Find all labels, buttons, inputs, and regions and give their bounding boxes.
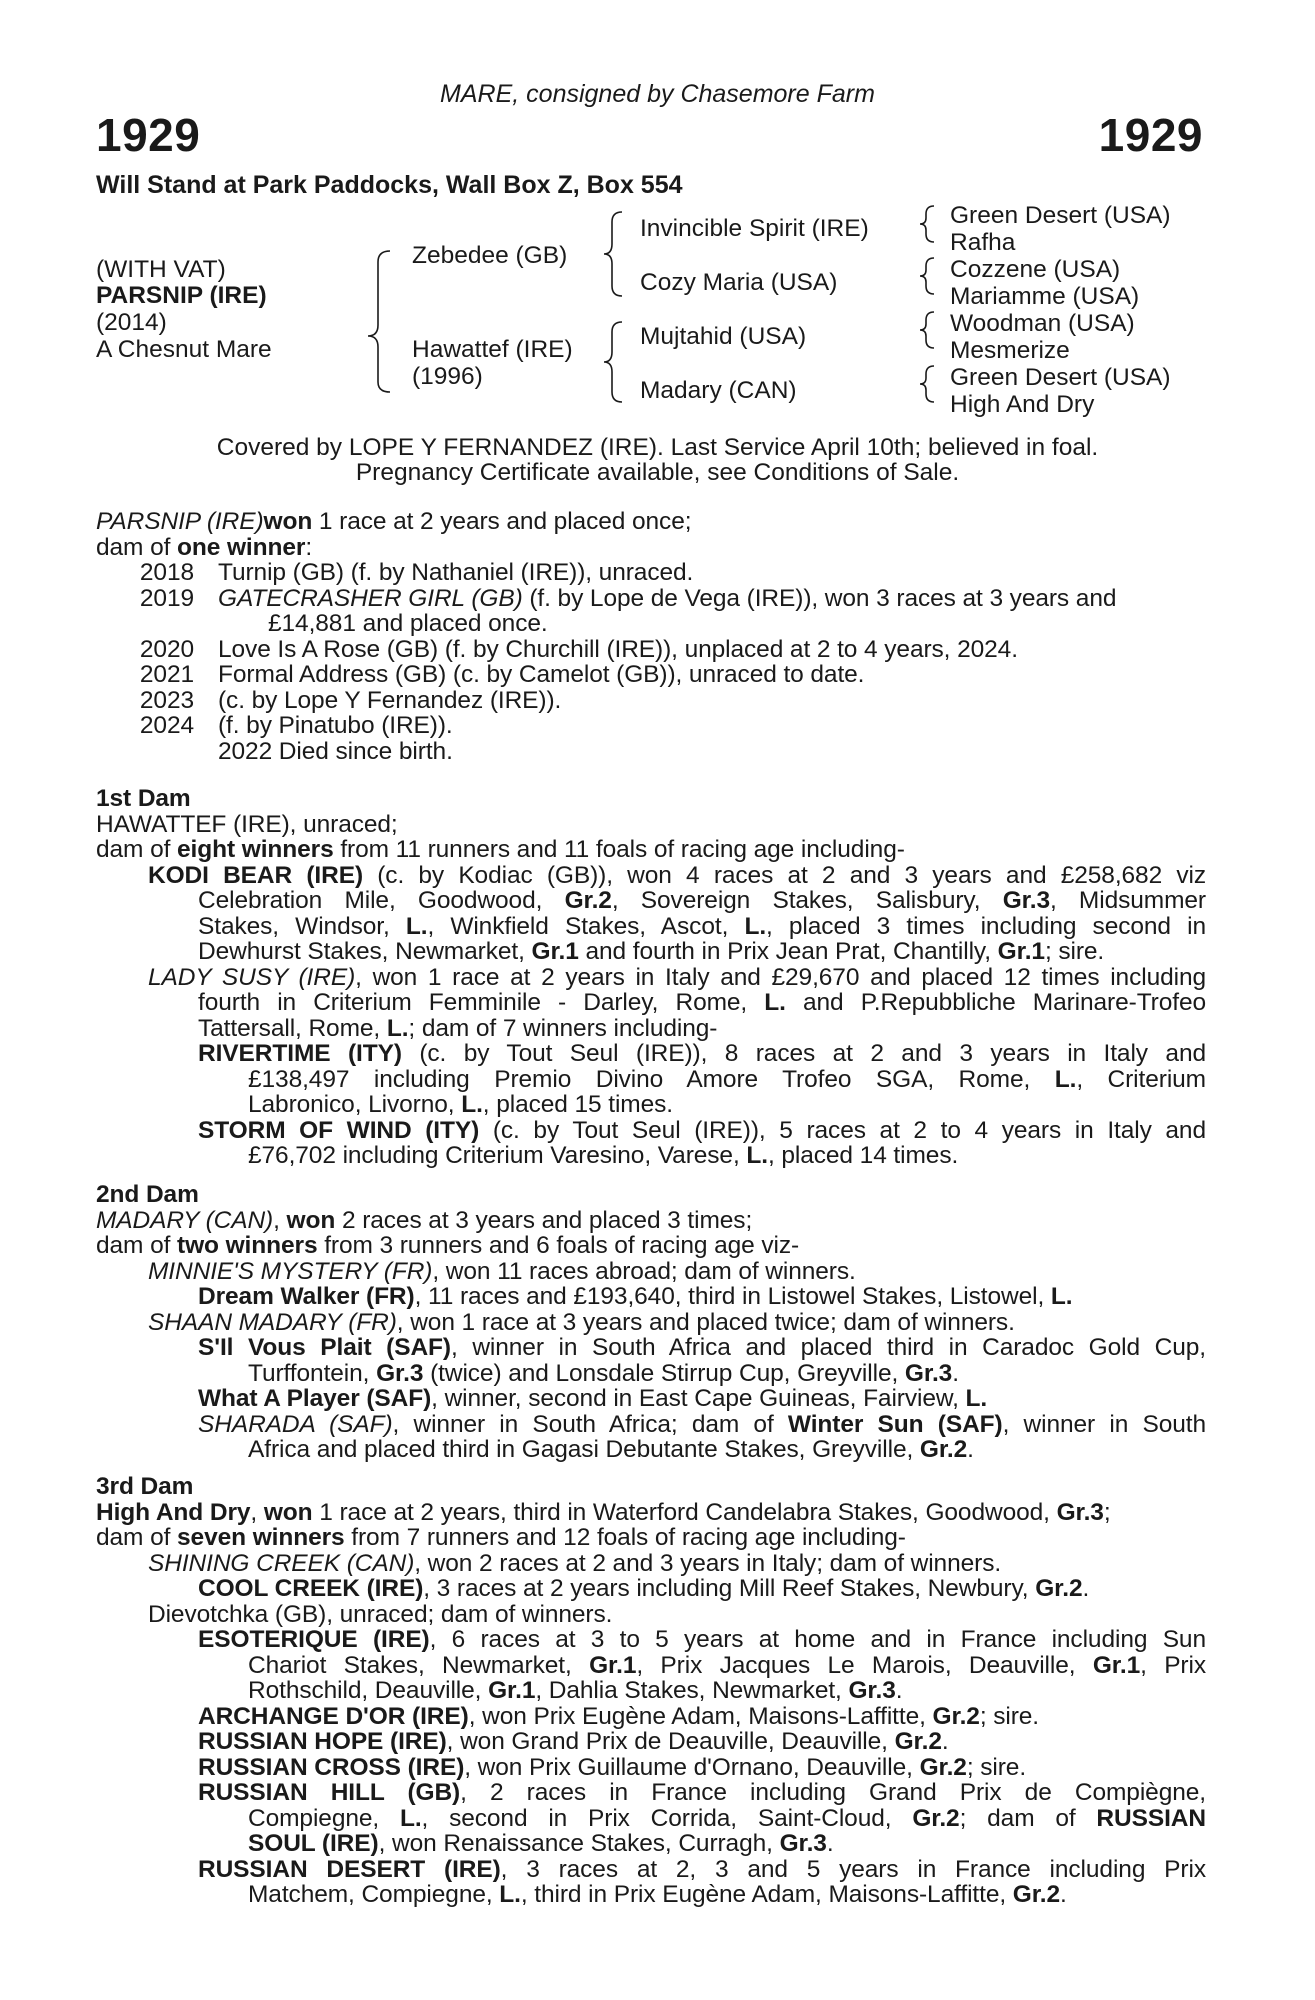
dam3-eso3b: , Dahlia Stakes, Newmarket, [535,1677,849,1704]
gg-brace-3 [920,312,934,348]
dam3-gr3: Gr.3 [848,1677,896,1704]
dam1-storm2a: £76,702 including Criterium Varesino, Varese, [248,1142,747,1169]
dam3-arch-name: ARCHANGE D'OR (IRE) [198,1702,469,1730]
dam3-name: High And Dry [96,1498,251,1526]
dam2-winter-name: Winter Sun (SAF) [787,1410,1003,1438]
dam3-eso2c: , Prix [1140,1651,1206,1679]
dam1-storm-name: STORM OF WIND (ITY) [198,1116,480,1144]
dam1-river-name: RIVERTIME (ITY) [198,1040,402,1067]
dam2-L: L. [965,1385,988,1412]
gg-brace-4 [920,366,934,402]
lot-number-right: 1929 [1098,109,1203,161]
dam3-L: L. [499,1881,521,1908]
dam3-rhill2a: Compiegne, [248,1804,400,1832]
produce-foals-6-year: 2024 [139,712,194,739]
produce-foals-4-text: Formal Address (GB) (c. by Camelot (GB)), unraced to date. [218,661,865,688]
dam1-L: L. [764,989,786,1016]
text-line [96,1208,1206,1234]
produce-colon: : [305,533,313,561]
dam3-gr2: Gr.2 [1035,1575,1083,1602]
dam3-won: won [263,1498,313,1526]
dam2-sil2c: . [952,1359,959,1387]
text-line [96,1551,1206,1577]
text-line [96,1678,1206,1704]
text-line [96,1882,1206,1908]
dam3-winners: seven winners [177,1524,345,1551]
sire-brace [604,212,622,296]
first-dam-section [96,786,1206,1169]
dam2-dream-rest: , 11 races and £193,640, third in Listowel Stakes, Listowel, [414,1283,1051,1310]
dam1-L: L. [744,912,767,940]
dam2-won: won [286,1206,336,1234]
dam3-rhill-name: RUSSIAN HILL (GB) [198,1779,461,1806]
text-line [96,914,1206,940]
dam3-dot: . [1082,1575,1090,1602]
dam3-sire: ; sire. [966,1753,1027,1781]
text-line [96,509,1206,535]
dam1-river2b: , Criterium [1076,1065,1206,1093]
lot-number-left: 1929 [96,109,201,161]
produce-foals-3-text: Love Is A Rose (GB) (f. by Churchill (IRE)), unplaced at 2 to 4 years, 2024. [218,635,1018,663]
gg-brace-2 [920,258,934,294]
dam3-semi: ; [1103,1498,1111,1526]
dam3-arch-rest: , won Prix Eugène Adam, Maisons-Laffitte, [468,1702,933,1730]
dam3-eso2b: , Prix Jacques Le Marois, Deauville, [636,1651,1093,1679]
foal-entry [96,713,1206,739]
pedigree-gen4: High And Dry [950,391,1095,418]
dam1-lady1: , won 1 race at 2 years in Italy and £29,670 and placed 12 times including [355,963,1207,991]
dam3-gr3: Gr.3 [779,1830,827,1857]
produce-foals-1-year: 2019 [139,584,194,612]
dam3-rest1: 1 race at 2 years, third in Waterford Candelabra Stakes, Goodwood, [312,1498,1057,1526]
dam2-sil2b: (twice) and Lonsdale Stirrup Cup, Greyville, [423,1359,905,1387]
dam2-sharada-name: SHARADA (SAF) [198,1410,393,1438]
dam1-rest: from 11 runners and 11 foals of racing age including- [333,836,905,863]
pedigree-dam: Hawattef (IRE) [412,336,573,363]
dam1-gr1: Gr.1 [531,938,579,965]
foal-entry [96,560,1206,586]
dam2-sil-name: S'Il Vous Plait (SAF) [198,1334,451,1361]
text-line [96,1118,1206,1144]
dam3-shining-name: SHINING CREEK (CAN) [148,1549,415,1577]
dam2-sil1: , winner in South Africa and placed third in Caradoc Gold Cup, [450,1334,1206,1361]
dam3-dam-of: dam of [96,1524,178,1551]
text-line [96,1284,1206,1310]
foal-entry [96,637,1206,663]
produce-record [96,509,1206,764]
horse-description: A Chesnut Mare [96,336,272,363]
produce-foals-0-text: Turnip (GB) (f. by Nathaniel (IRE)), unraced. [218,559,694,586]
text-line [96,939,1206,965]
pedigree-gen3: Madary (CAN) [640,377,797,404]
dam3-rsoul-a: RUSSIAN [1096,1804,1206,1832]
dam3-eso2a: Chariot Stakes, Newmarket, [248,1651,590,1679]
dam1-river3b: , placed 15 times. [482,1091,673,1118]
dam3-gr2: Gr.2 [912,1804,960,1832]
dam2-rest2: from 3 runners and 6 foals of racing age viz- [317,1232,800,1259]
dam2-what-rest: , winner, second in East Cape Guineas, Fairview, [431,1385,966,1412]
dam1-river3a: Labronico, Livorno, [248,1091,462,1118]
text-line [96,1806,1206,1832]
text-line [96,1437,1206,1463]
dam3-shining-rest: , won 2 races at 2 and 3 years in Italy; dam of winners. [414,1549,1002,1577]
dam1-L: L. [461,1091,483,1118]
produce-intro-rest: 1 race at 2 years and placed once; [312,508,692,535]
section-heading: 2nd Dam [96,1181,199,1208]
dam3-gr1: Gr.1 [1092,1651,1141,1679]
second-dam-section [96,1182,1206,1463]
dam1-lady2a: fourth in Criterium Femminile - Darley, Rome, [198,989,765,1016]
text-line [96,888,1206,914]
dam2-L: L. [1050,1283,1073,1310]
produce-foals-1-name: GATECRASHER GIRL (GB) [218,584,523,612]
horse-name-italic: PARSNIP (IRE) [96,508,264,535]
dam1-L: L. [386,1014,409,1042]
dam3-L: L. [399,1804,422,1832]
pedigree-gen4: Mariamme (USA) [950,283,1140,310]
foal-entry [96,739,1206,765]
pedigree-gen3: Cozy Maria (USA) [640,269,838,296]
pedigree-sire: Zebedee (GB) [412,242,568,269]
text-line [96,1386,1206,1412]
pedigree-gen4: Rafha [950,229,1016,256]
dam2-name: MADARY (CAN) [96,1206,274,1234]
text-line [96,1143,1206,1169]
dam2-sharada2: , winner in South [1002,1410,1206,1438]
separator-text: , [273,1206,287,1234]
produce-foals-5-text: (c. by Lope Y Fernandez (IRE)). [218,686,562,714]
text-line [96,1335,1206,1361]
text-line [96,1780,1206,1806]
dam-brace [604,322,622,402]
text-line [96,1259,1206,1285]
dam1-kodi1: (c. by Kodiac (GB)), won 4 races at 2 and 3 years and £258,682 viz [363,861,1206,889]
text-line [96,837,1206,863]
dam3-dot: . [941,1728,949,1755]
dam3-gr2: Gr.2 [894,1728,942,1755]
dam3-cool-name: COOL CREEK (IRE) [198,1575,424,1602]
dam3-gr2: Gr.2 [932,1702,980,1730]
text-line [96,1092,1206,1118]
pedigree-dam-year: (1996) [412,363,483,390]
text-line [96,1755,1206,1781]
dam2-shaan-name: SHAAN MADARY (FR) [148,1308,397,1336]
dam1-winners: eight winners [177,836,334,863]
consignment-line: MARE, consigned by Chasemore Farm [440,80,875,108]
dam2-sil2a: Turffontein, [248,1359,377,1387]
dam3-rhill2c: ; dam of [959,1804,1097,1832]
dam3-rhill3: , won Renaissance Stakes, Curragh, [378,1830,780,1857]
text-line [96,1041,1206,1067]
dam3-eso-name: ESOTERIQUE (IRE) [198,1626,430,1653]
dam1-kodi3a: Stakes, Windsor, [198,912,406,940]
dam3-gr2: Gr.2 [1012,1881,1061,1908]
text-line [96,990,1206,1016]
pedigree-gen4: Green Desert (USA) [950,202,1171,229]
dam3-rhope-name: RUSSIAN HOPE (IRE) [198,1728,447,1755]
dam3-rdesert-name: RUSSIAN DESERT (IRE) [198,1855,501,1883]
text-line [96,1310,1206,1336]
third-dam-section [96,1474,1206,1908]
pedigree-gen3: Mujtahid (USA) [640,323,807,350]
dam1-kodi2a: Celebration Mile, Goodwood, [198,887,565,914]
dam1-kodi2b: , Sovereign Stakes, Salisbury, [611,887,1003,914]
produce-foals-7-text: 2022 Died since birth. [218,737,453,765]
dam3-eso3a: Rothschild, Deauville, [248,1677,489,1704]
gg-brace-1 [920,206,934,242]
dam1-gr1: Gr.1 [997,938,1045,965]
dam3-sire: ; sire. [979,1702,1040,1730]
dam1-gr2: Gr.2 [564,887,612,914]
foal-entry [96,688,1206,714]
text-line [96,1729,1206,1755]
produce-foals-3-year: 2020 [139,635,194,663]
dam1-lady-name: LADY SUSY (IRE) [148,963,356,991]
dam3-diev: Dievotchka (GB), unraced; dam of winners. [148,1600,613,1628]
dam3-gr3: Gr.3 [1056,1498,1104,1526]
dam3-rdesert2a: Matchem, Compiegne, [248,1881,500,1908]
dam3-gr2: Gr.2 [919,1753,967,1781]
dam3-gr1: Gr.1 [488,1677,536,1704]
foal-entry [96,611,1206,637]
dam1-river1: (c. by Tout Seul (IRE)), 8 races at 2 and 3 years in Italy and [401,1040,1206,1067]
dam3-rhill2b: , second in Prix Corrida, Saint-Cloud, [421,1804,913,1832]
dam3-dot: . [826,1830,834,1857]
dam3-eso1: , 6 races at 3 to 5 years at home and in France including Sun [429,1626,1206,1653]
produce-foals-1-text: (f. by Lope de Vega (IRE)), won 3 races at 3 years and [522,584,1117,612]
dam2-gr3: Gr.3 [376,1359,424,1387]
text-line [96,1067,1206,1093]
pedigree-gen3: Invincible Spirit (IRE) [640,215,869,242]
dam3-rcross-rest: , won Prix Guillaume d'Ornano, Deauville, [464,1753,920,1781]
produce-dam-of: dam of [96,533,178,561]
dam1-L: L. [405,912,428,940]
text-line [96,1500,1206,1526]
horse-name: PARSNIP (IRE) [96,282,267,309]
text-line [96,863,1206,889]
horse-year: (2014) [96,309,167,336]
dam2-sharada3b: . [967,1436,974,1463]
dam2-winners: two winners [177,1232,318,1259]
dam1-kodi2c: , Midsummer [1049,887,1206,914]
dam1-lady3a: Tattersall, Rome, [198,1014,387,1042]
separator-text: , [250,1498,264,1526]
dam1-river2a: £138,497 including Premio Divino Amore Trofeo SGA, Rome, [248,1065,1055,1093]
text-line [96,1576,1206,1602]
dam3-cool-rest: , 3 races at 2 years including Mill Reef Stakes, Newbury, [423,1575,1036,1602]
covering-line-1: Covered by LOPE Y FERNANDEZ (IRE). Last Service April 10th; believed in foal. [216,434,1099,461]
dam1-storm2b: , placed 14 times. [767,1142,959,1169]
dam1-kodi4b: and fourth in Prix Jean Prat, Chantilly, [578,938,998,965]
dam2-rest1: 2 races at 3 years and placed 3 times; [335,1206,753,1234]
dam3-dot: . [1060,1881,1067,1908]
dam2-dam-of: dam of [96,1232,178,1259]
dam3-rest2: from 7 runners and 12 foals of racing age including- [344,1524,906,1551]
dam1-lady3b: ; dam of 7 winners including- [408,1014,718,1042]
dam3-rsoul-b: SOUL (IRE) [248,1830,379,1857]
dam1-gr3: Gr.3 [1002,887,1050,914]
text-line [96,1857,1206,1883]
dam2-gr2: Gr.2 [919,1436,968,1463]
dam1-kodi4c: ; sire. [1044,938,1105,965]
dam2-what-name: What A Player (SAF) [198,1385,432,1412]
text-line [96,1361,1206,1387]
dam1-kodi4a: Dewhurst Stakes, Newmarket, [198,938,532,965]
dam1-lady2b: and P.Repubbliche Marinare-Trofeo [785,989,1206,1016]
pedigree-gen4: Mesmerize [950,337,1070,364]
dam2-shaan-rest: , won 1 race at 3 years and placed twice; dam of winners. [396,1308,1015,1336]
pedigree-gen4: Green Desert (USA) [950,364,1171,391]
text-line [96,1016,1206,1042]
produce-winners: one winner [177,533,306,561]
text-line [96,965,1206,991]
foal-entry [96,586,1206,612]
dam1-L: L. [746,1142,768,1169]
covering-line-2: Pregnancy Certificate available, see Conditions of Sale. [355,459,960,486]
pedigree-gen4: Cozzene (USA) [950,256,1121,283]
dam2-sharada1: , winner in South Africa; dam of [392,1410,788,1438]
produce-foals-0-year: 2018 [139,559,194,586]
dam2-minnie-name: MINNIE'S MYSTERY (FR) [148,1257,433,1285]
text-line [96,1412,1206,1438]
text-line [96,1627,1206,1653]
dam2-minnie-rest: , won 11 races abroad; dam of winners. [432,1257,856,1285]
dam3-rhill1: , 2 races in France including Grand Prix de Compiègne, [460,1779,1206,1806]
dam2-sharada3a: Africa and placed third in Gagasi Debutante Stakes, Greyville, [248,1436,920,1463]
dam3-rcross-name: RUSSIAN CROSS (IRE) [198,1753,465,1781]
section-heading: 3rd Dam [96,1473,194,1500]
dam2-gr3: Gr.3 [904,1359,953,1387]
text-line [96,1704,1206,1730]
dam3-rdesert2b: , third in Prix Eugène Adam, Maisons-Laffitte, [520,1881,1013,1908]
foal-entry [96,662,1206,688]
produce-intro-won: won [263,508,313,535]
vat-note: (WITH VAT) [96,256,226,283]
text-line [96,1233,1206,1259]
text-line [96,1525,1206,1551]
dam3-rhope-rest: , won Grand Prix de Deauville, Deauville, [446,1728,895,1755]
stand-location: Will Stand at Park Paddocks, Wall Box Z, Box 554 [96,171,683,199]
dam1-kodi-name: KODI BEAR (IRE) [148,861,364,889]
dam1-storm1: (c. by Tout Seul (IRE)), 5 races at 2 to 4 years in Italy and [479,1116,1206,1144]
dam1-dam-of: dam of [96,836,178,863]
dam1-line1: HAWATTEF (IRE), unraced; [96,810,398,838]
dam3-rdesert1: , 3 races at 2, 3 and 5 years in France including Prix [500,1855,1206,1883]
pedigree-gen4: Woodman (USA) [950,310,1135,337]
dam1-L: L. [1054,1065,1077,1093]
dam1-kodi3b: , Winkfield Stakes, Ascot, [427,912,745,940]
dam1-kodi3c: , placed 3 times including second in [766,912,1206,940]
dam3-gr1: Gr.1 [589,1651,637,1679]
produce-foals-4-year: 2021 [139,661,194,688]
produce-foals-2-text: £14,881 and placed once. [268,610,548,637]
text-line [96,1653,1206,1679]
dam3-eso3c: . [895,1677,903,1704]
main-brace [368,251,390,392]
produce-foals-6-text: (f. by Pinatubo (IRE)). [218,712,453,739]
produce-foals-5-year: 2023 [139,686,194,714]
text-line [96,535,1206,561]
section-heading: 1st Dam [96,785,191,812]
dam2-dream-name: Dream Walker (FR) [198,1283,415,1310]
text-line [96,1831,1206,1857]
